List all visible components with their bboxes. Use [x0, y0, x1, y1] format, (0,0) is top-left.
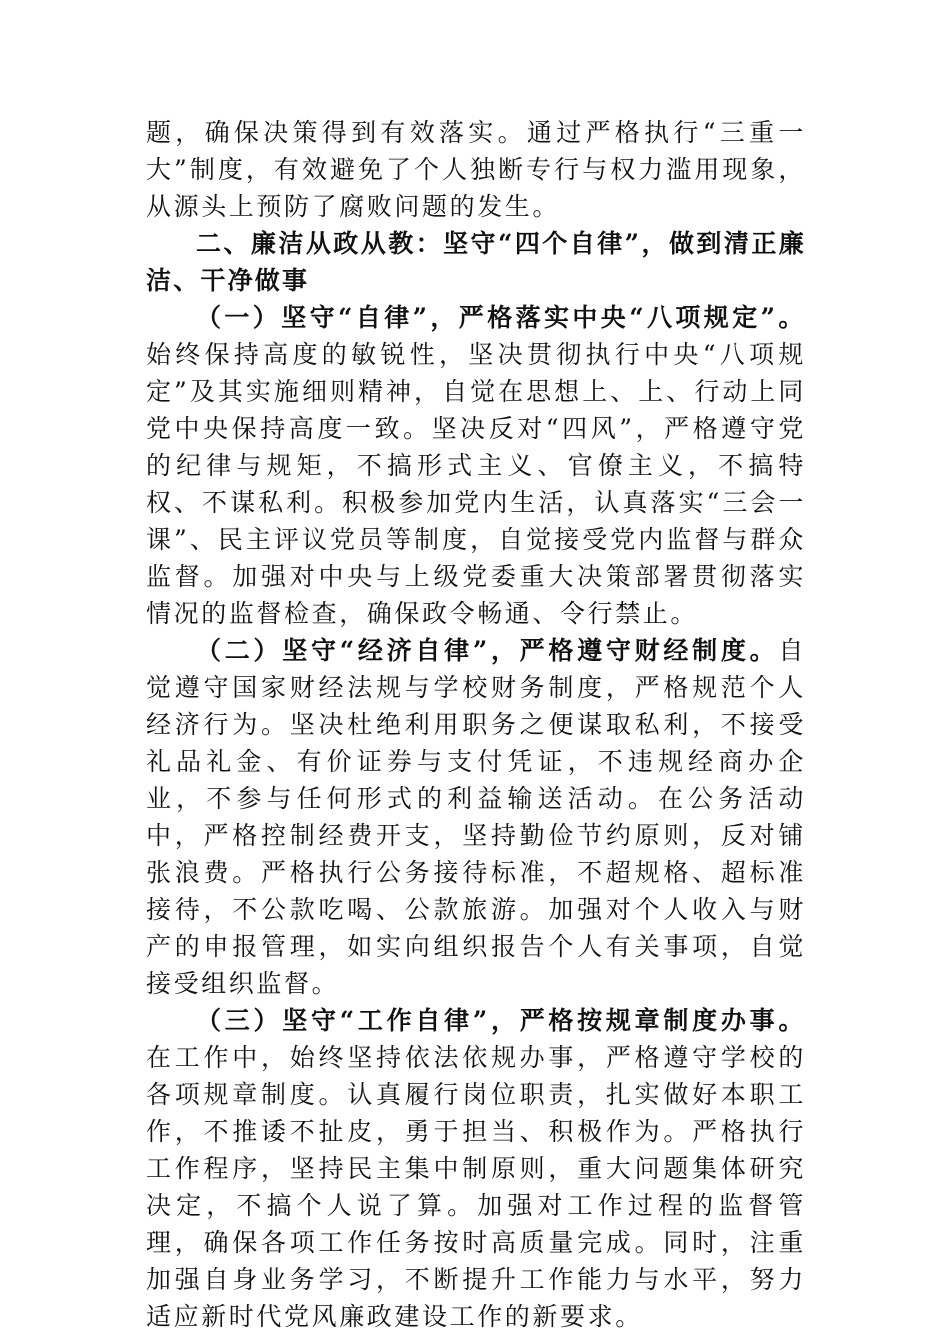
paragraph-economic-3 [146, 1002, 806, 1335]
paragraph-body: 自觉遵守国家财经法规与学校财务制度，严格规范个人经济行为。坚决杜绝利用职务之便谋取私利，不接受礼品礼金、有价证券与支付凭证，不违规经商办企业，不参与任何形式的利益输送活动。在公务活动中，严格控制经费开支，坚持勤俭节约原则，反对铺张浪费。严格执行公务接待标准，不超规格、超标准接待，不公款吃喝、公款旅游。加强对个人收入与财产的申报管理，如实向组织报告个人有关事项，自觉接受组织监督。 [146, 636, 806, 998]
paragraph-body: 始终保持高度的敏锐性，坚决贯彻执行中央“八项规定”及其实施细则精神，自觉在思想上、上、行动上同党中央保持高度一致。坚决反对“四风”，严格遵守党的纪律与规矩，不搞形式主义、官僚主义，不搞特权、不谋私利。积极参加党内生活，认真落实“三会一课”、民主评议党员等制度，自觉接受党内监督与群众监督。加强对中央与上级党委重大决策部署贯彻落实情况的监督检查，确保政令畅通、令行禁止。 [146, 340, 806, 628]
paragraph-economic-1 [146, 299, 806, 632]
paragraph-economic-2 [146, 632, 806, 1002]
paragraph-lead: （二）坚守“经济自律”，严格遵守财经制度。 [196, 636, 779, 665]
paragraph-body: 在工作中，始终坚持依法依规办事，严格遵守学校的各项规章制度。认真履行岗位职责，扎实做好本职工作，不推诿不扯皮，勇于担当、积极作为。严格执行工作程序，坚持民主集中制原则，重大问题集体研究决定，不搞个人说了算。加强对工作过程的监督管理，确保各项工作任务按时高质量完成。同时，注重加强自身业务学习，不断提升工作能力与水平，努力适应新时代党风廉政建设工作的新要求。 [146, 1043, 806, 1331]
paragraph-lead: （一）坚守“自律”，严格落实中央“八项规定”。 [196, 303, 806, 332]
document-body [146, 114, 806, 1335]
intro-paragraph: 题，确保决策得到有效落实。通过严格执行“三重一大”制度，有效避免了个人独断专行与权力滥用现象，从源头上预防了腐败问题的发生。 [146, 118, 806, 221]
section-heading: 二、廉洁从政从教：坚守“四个自律”，做到清正廉洁、干净做事 [146, 229, 806, 295]
paragraph-lead: （三）坚守“工作自律”，严格按规章制度办事。 [196, 1006, 806, 1035]
